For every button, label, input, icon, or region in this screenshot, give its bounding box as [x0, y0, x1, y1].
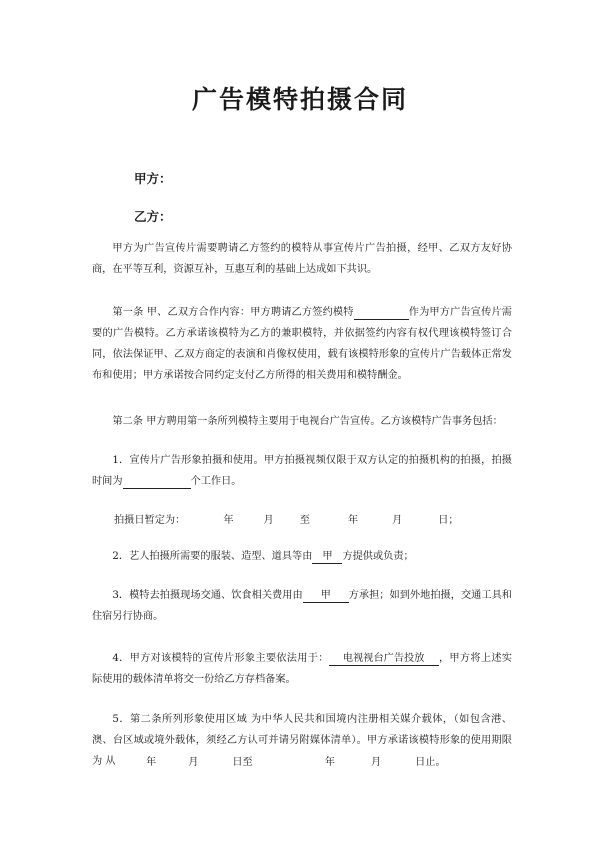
period-end: 日止。 — [415, 757, 446, 768]
shoot-date-day: 日； — [438, 515, 459, 526]
usage-period-line — [146, 752, 566, 773]
period-year: 年 — [146, 757, 157, 768]
article-1-text-cont: 作为甲方广告宣传片需要的广告模特。乙方承诺该模特为乙方的兼职模特，并依据签约内容有权代理该模特签订合同，依法保证甲、乙双方商定的表演和肖像权使用，载有该模特形象的宣传片广告载体正常发布和使用；甲方承诺按合同约定支付乙方所得的相关费用和模特酬金。 — [92, 307, 512, 381]
item-1 — [92, 450, 512, 492]
item-3-party: 甲 — [303, 589, 349, 603]
shoot-date-year-2: 年 — [347, 515, 359, 526]
party-b-label: 乙方： — [134, 209, 172, 224]
item-2-party: 甲 — [312, 550, 342, 564]
item-4-text-cont: ，甲方将上述实际使用的载体清单将交一份给乙方存档备案。 — [92, 653, 512, 685]
item-2 — [92, 546, 512, 567]
article-1 — [92, 302, 512, 386]
article-1-text: 第一条 甲、乙双方合作内容：甲方聘请乙方签约模特 — [112, 307, 354, 318]
period-year-2: 年 — [324, 757, 335, 768]
shoot-date-month-2: 月 — [392, 515, 403, 526]
document-title: 广告模特拍摄合同 — [191, 85, 408, 114]
shoot-date-line — [114, 510, 534, 531]
period-day-to: 日至 — [232, 757, 253, 768]
party-a-label: 甲方： — [134, 171, 172, 186]
shoot-date-year: 年 — [223, 515, 234, 526]
period-month-2: 月 — [370, 757, 382, 768]
item-4-text: 4．甲方对该模特的宣传片形象主要依法用于： — [112, 653, 329, 664]
model-name-blank — [354, 306, 409, 320]
period-month: 月 — [188, 757, 199, 768]
item-4-usage: 电视视台广告投放 — [329, 652, 439, 666]
item-3-text: 3．模特去拍摄现场交通、饮食相关费用由 — [112, 590, 303, 601]
article-2: 第二条 甲方聘用第一条所列模特主要用于电视台广告宣传。乙方该模特广告事务包括： — [112, 416, 503, 427]
item-3-text-cont: 方承担；如到外地拍摄，交通工具和住宿另行协商。 — [92, 590, 512, 622]
intro-paragraph: 甲方为广告宣传片需要聘请乙方签约的模特从事宣传片广告拍摄，经甲、乙双方友好协商，在平等互利，资源互补，互惠互利的基础上达成如下共识。 — [92, 243, 512, 275]
shoot-date-to: 至 — [299, 515, 310, 526]
shoot-date-month: 月 — [263, 515, 274, 526]
item-1-text: 1．宣传片广告形象拍摄和使用。甲方拍摄视频仅限于双方认定的拍摄机构的拍摄，拍摄时间为 — [92, 455, 512, 487]
item-5-text: 5．第二条所列形象使用区域 为中华人民共和国境内注册相关媒介载体，（如包含港、澳、台区域或境外载体，须经乙方认可并请另附媒体清单）。甲方承诺该模特形象的使用期限为 从 — [92, 714, 512, 767]
item-2-text-cont: 方提供或负责； — [342, 551, 414, 562]
workdays-blank — [123, 475, 191, 489]
item-4 — [92, 648, 512, 690]
shoot-date-label: 拍摄日暂定为： — [114, 515, 186, 526]
item-3 — [92, 585, 512, 627]
item-1-text-cont: 个工作日。 — [190, 476, 242, 487]
item-2-text: 2．艺人拍摄所需要的服装、造型、道具等由 — [112, 551, 313, 562]
